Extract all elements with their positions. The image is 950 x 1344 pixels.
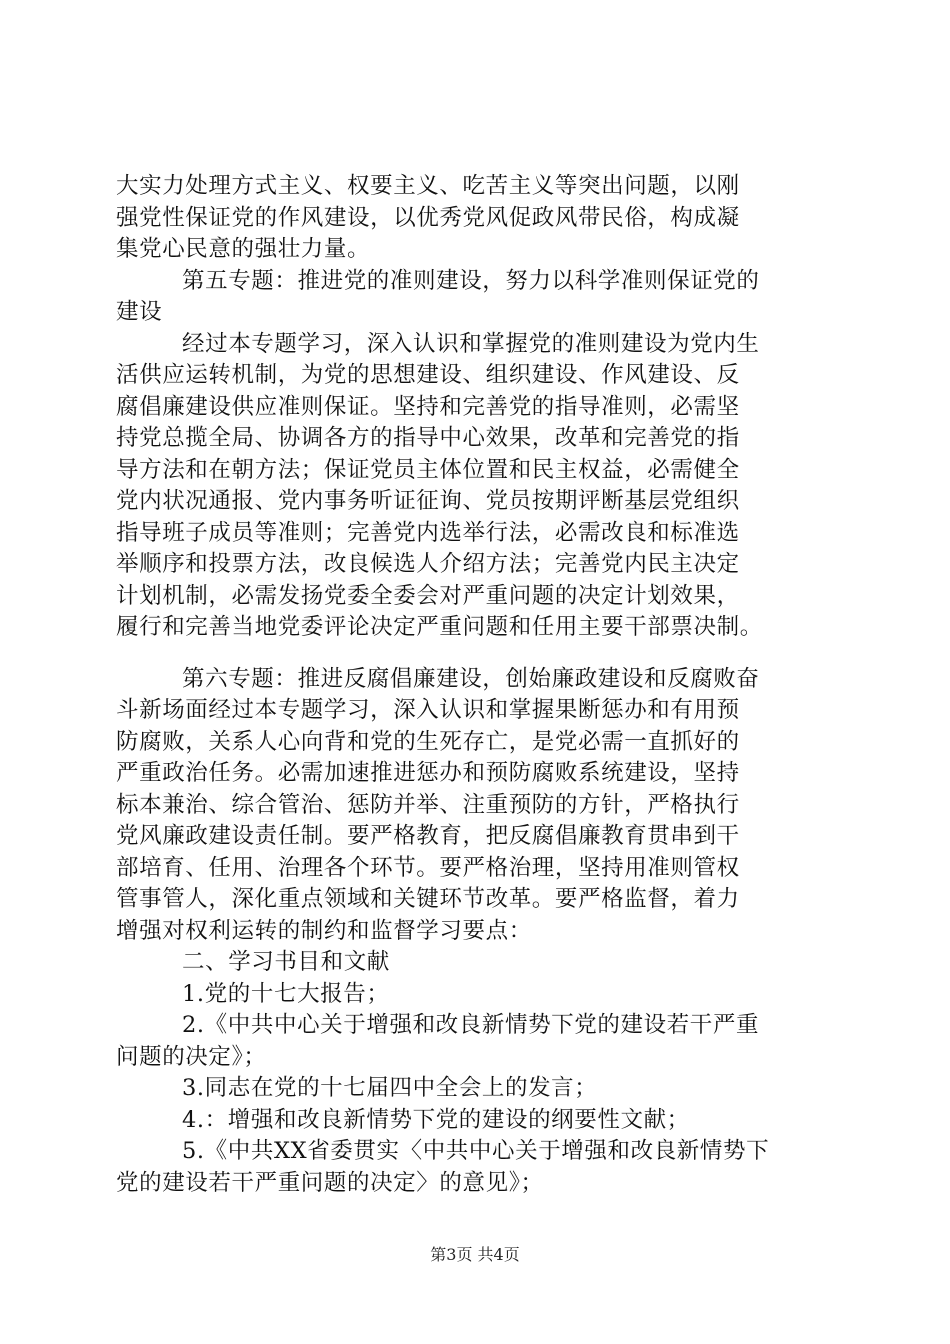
text-line: 举顺序和投票方法，改良候选人介绍方法；完善党内民主决定 [116, 551, 740, 577]
text-line: 2.《中共中心关于增强和改良新情势下党的建设若干严重 [182, 1012, 760, 1038]
text-line: 问题的决定》； [116, 1043, 267, 1070]
text-line: 第六专题：推进反腐倡廉建设，创始廉政建设和反腐败奋 [182, 665, 760, 692]
text-line: 第五专题：推进党的准则建设，努力以科学准则保证党的 [182, 267, 760, 294]
document-body [116, 171, 856, 1199]
text-line: 党风廉政建设责任制。要严格教育，把反腐倡廉教育贯串到干 [116, 823, 740, 849]
text-line: 党内状况通报、党内事务听证征询、党员按期评断基层党组织 [116, 488, 740, 514]
text-line: 建设 [116, 299, 163, 325]
text-line: 持党总揽全局、协调各方的指导中心效果，改革和完善党的指 [116, 425, 740, 451]
text-line: 导方法和在朝方法；保证党员主体位置和民主权益，必需健全 [116, 456, 740, 483]
paragraph-gap [116, 644, 856, 664]
text-line: 标本兼治、综合管治、惩防并举、注重预防的方针，严格执行 [116, 791, 740, 818]
text-line: 防腐败，关系人心向背和党的生死存亡，是党必需一直抓好的 [116, 728, 740, 755]
text-line: 斗新场面经过本专题学习，深入认识和掌握果断惩办和有用预 [116, 697, 740, 723]
text-line: 履行和完善当地党委评论决定严重问题和任用主要干部票决制。 [116, 614, 763, 640]
text-line: 4.：增强和改良新情势下党的建设的纲要性文献； [182, 1106, 690, 1133]
text-line: 严重政治任务。必需加速推进惩办和预防腐败系统建设，坚持 [116, 760, 740, 786]
text-line: 活供应运转机制，为党的思想建设、组织建设、作风建设、反 [116, 362, 740, 388]
text-line: 党的建设若干严重问题的决定〉的意见》； [116, 1169, 544, 1196]
text-line: 腐倡廉建设供应准则保证。坚持和完善党的指导准则，必需坚 [116, 393, 740, 420]
text-line: 管事管人，深化重点领域和关键环节改革。要严格监督，着力 [116, 886, 740, 912]
text-line: 5.《中共XX省委贯实〈中共中心关于增强和改良新情势下 [182, 1138, 770, 1164]
text-line: 经过本专题学习，深入认识和掌握党的准则建设为党内生 [182, 330, 760, 357]
text-line: 增强对权利运转的制约和监督学习要点： [116, 917, 532, 944]
page-footer: 第3页 共4页 [430, 1245, 520, 1264]
text-line: 二、学习书目和文献 [182, 949, 390, 975]
text-line: 1.党的十七大报告； [182, 980, 390, 1007]
text-line: 计划机制，必需发扬党委全委会对严重问题的决定计划效果， [116, 582, 740, 609]
text-line: 指导班子成员等准则；完善党内选举行法，必需改良和标准选 [116, 519, 740, 546]
text-line: 强党性保证党的作风建设，以优秀党风促政风带民俗，构成凝 [116, 204, 740, 231]
text-line: 部培育、任用、治理各个环节。要严格治理，坚持用准则管权 [116, 854, 740, 881]
text-line: 大实力处理方式主义、权要主义、吃苦主义等突出问题，以刚 [116, 173, 740, 199]
text-line: 3.同志在党的十七届四中全会上的发言； [182, 1075, 598, 1101]
text-line: 集党心民意的强壮力量。 [116, 236, 371, 262]
